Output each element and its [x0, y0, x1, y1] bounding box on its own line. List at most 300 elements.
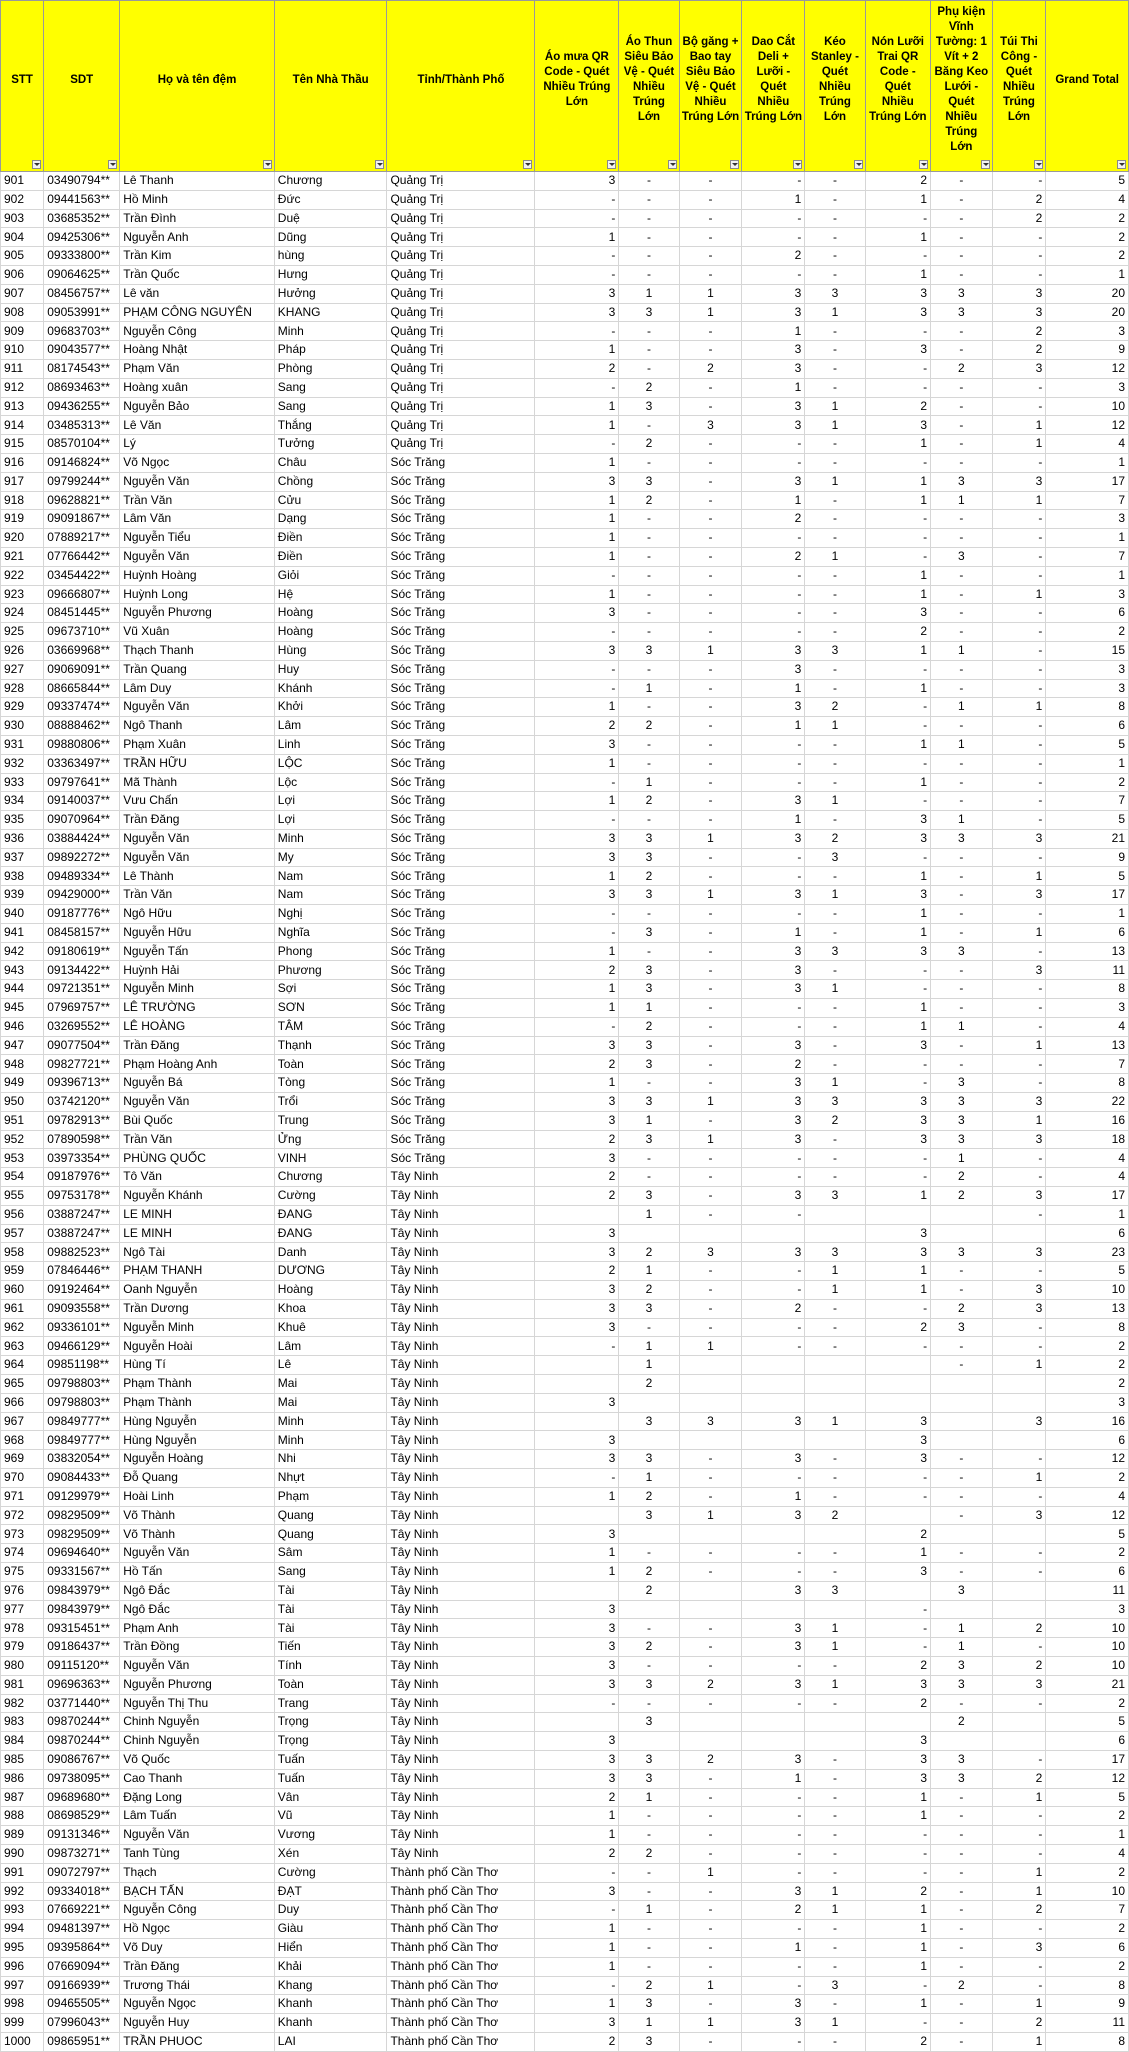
cell-ten-nha-thau[interactable]: Lợi	[274, 792, 387, 811]
cell-non-luoi-trai[interactable]: 2	[865, 2032, 931, 2051]
cell-ao-thun[interactable]: 1	[619, 1337, 679, 1356]
cell-phu-kien[interactable]	[931, 1525, 993, 1544]
cell-tinh-thanh-pho[interactable]: Sóc Trăng	[387, 641, 535, 660]
cell-sdt[interactable]: 09696363**	[44, 1675, 120, 1694]
cell-tui-thi-cong[interactable]: -	[992, 378, 1046, 397]
cell-tui-thi-cong[interactable]: -	[992, 754, 1046, 773]
cell-ho-ten-dem[interactable]: Thạch	[120, 1863, 275, 1882]
cell-grand-total[interactable]: 3	[1046, 660, 1129, 679]
cell-ao-mua[interactable]: 3	[535, 1619, 619, 1638]
cell-grand-total[interactable]: 7	[1046, 547, 1129, 566]
cell-keo-stanley[interactable]: -	[805, 1920, 865, 1939]
cell-sdt[interactable]: 09131346**	[44, 1826, 120, 1845]
cell-ho-ten-dem[interactable]: Lý	[120, 435, 275, 454]
cell-tinh-thanh-pho[interactable]: Quảng Trị	[387, 397, 535, 416]
cell-ho-ten-dem[interactable]: Võ Thành	[120, 1525, 275, 1544]
cell-phu-kien[interactable]: -	[931, 378, 993, 397]
cell-tinh-thanh-pho[interactable]: Quảng Trị	[387, 190, 535, 209]
cell-sdt[interactable]: 09798803**	[44, 1375, 120, 1394]
cell-ao-thun[interactable]	[619, 1431, 679, 1450]
cell-keo-stanley[interactable]: -	[805, 1450, 865, 1469]
cell-ho-ten-dem[interactable]: Hùng Nguyễn	[120, 1412, 275, 1431]
cell-sdt[interactable]: 08888462**	[44, 717, 120, 736]
cell-tinh-thanh-pho[interactable]: Tây Ninh	[387, 1431, 535, 1450]
cell-ten-nha-thau[interactable]: ĐANG	[274, 1224, 387, 1243]
cell-ao-mua[interactable]: -	[535, 1901, 619, 1920]
cell-dao-cat[interactable]: 1	[742, 190, 805, 209]
cell-dao-cat[interactable]: 3	[742, 1412, 805, 1431]
filter-dropdown-icon[interactable]	[607, 160, 616, 169]
cell-sdt[interactable]: 09192464**	[44, 1281, 120, 1300]
cell-tui-thi-cong[interactable]: -	[992, 942, 1046, 961]
cell-ao-mua[interactable]: 1	[535, 1920, 619, 1939]
cell-grand-total[interactable]: 13	[1046, 942, 1129, 961]
cell-ten-nha-thau[interactable]: Sang	[274, 1562, 387, 1581]
cell-dao-cat[interactable]: -	[742, 773, 805, 792]
cell-grand-total[interactable]: 3	[1046, 378, 1129, 397]
cell-grand-total[interactable]: 8	[1046, 1318, 1129, 1337]
cell-tinh-thanh-pho[interactable]: Sóc Trăng	[387, 1111, 535, 1130]
cell-stt[interactable]: 996	[1, 1957, 44, 1976]
cell-bo-gang[interactable]: 1	[679, 829, 742, 848]
cell-tinh-thanh-pho[interactable]: Tây Ninh	[387, 1675, 535, 1694]
cell-sdt[interactable]: 09140037**	[44, 792, 120, 811]
cell-phu-kien[interactable]	[931, 1412, 993, 1431]
cell-ten-nha-thau[interactable]: ĐANG	[274, 1205, 387, 1224]
cell-keo-stanley[interactable]	[805, 1431, 865, 1450]
cell-ao-mua[interactable]: 3	[535, 1224, 619, 1243]
cell-ho-ten-dem[interactable]: Nguyễn Văn	[120, 1826, 275, 1845]
cell-tinh-thanh-pho[interactable]: Sóc Trăng	[387, 754, 535, 773]
cell-phu-kien[interactable]: 3	[931, 1675, 993, 1694]
cell-dao-cat[interactable]: -	[742, 566, 805, 585]
cell-keo-stanley[interactable]: -	[805, 1750, 865, 1769]
cell-dao-cat[interactable]: -	[742, 1920, 805, 1939]
cell-tinh-thanh-pho[interactable]: Tây Ninh	[387, 1600, 535, 1619]
cell-grand-total[interactable]: 12	[1046, 1769, 1129, 1788]
cell-dao-cat[interactable]: 3	[742, 1074, 805, 1093]
cell-tinh-thanh-pho[interactable]: Sóc Trăng	[387, 923, 535, 942]
cell-tinh-thanh-pho[interactable]: Sóc Trăng	[387, 848, 535, 867]
cell-tui-thi-cong[interactable]: -	[992, 811, 1046, 830]
cell-bo-gang[interactable]: 1	[679, 641, 742, 660]
cell-keo-stanley[interactable]: -	[805, 1017, 865, 1036]
cell-keo-stanley[interactable]: 1	[805, 717, 865, 736]
cell-sdt[interactable]: 09166939**	[44, 1976, 120, 1995]
cell-ao-thun[interactable]: 3	[619, 886, 679, 905]
cell-ten-nha-thau[interactable]: Giỏi	[274, 566, 387, 585]
cell-phu-kien[interactable]: 3	[931, 1243, 993, 1262]
cell-ao-mua[interactable]: 3	[535, 1036, 619, 1055]
cell-ten-nha-thau[interactable]: Hùng	[274, 641, 387, 660]
cell-sdt[interactable]: 07766442**	[44, 547, 120, 566]
cell-stt[interactable]: 926	[1, 641, 44, 660]
cell-bo-gang[interactable]: -	[679, 228, 742, 247]
cell-bo-gang[interactable]: -	[679, 566, 742, 585]
cell-ho-ten-dem[interactable]: Đặng Long	[120, 1788, 275, 1807]
cell-ao-thun[interactable]: 3	[619, 397, 679, 416]
cell-non-luoi-trai[interactable]: 3	[865, 1732, 931, 1751]
cell-stt[interactable]: 985	[1, 1750, 44, 1769]
cell-ho-ten-dem[interactable]: Lê Văn	[120, 416, 275, 435]
cell-ten-nha-thau[interactable]: Trung	[274, 1111, 387, 1130]
cell-ao-thun[interactable]: -	[619, 322, 679, 341]
cell-ten-nha-thau[interactable]: Khoa	[274, 1299, 387, 1318]
cell-stt[interactable]: 998	[1, 1995, 44, 2014]
cell-ao-thun[interactable]: 3	[619, 1713, 679, 1732]
cell-grand-total[interactable]: 11	[1046, 1581, 1129, 1600]
cell-tui-thi-cong[interactable]: -	[992, 1262, 1046, 1281]
cell-ten-nha-thau[interactable]: Trọng	[274, 1713, 387, 1732]
cell-tinh-thanh-pho[interactable]: Sóc Trăng	[387, 773, 535, 792]
cell-phu-kien[interactable]: 1	[931, 1017, 993, 1036]
cell-dao-cat[interactable]: -	[742, 1149, 805, 1168]
cell-tinh-thanh-pho[interactable]: Sóc Trăng	[387, 1093, 535, 1112]
cell-tui-thi-cong[interactable]: 3	[992, 1938, 1046, 1957]
cell-ho-ten-dem[interactable]: Võ Thành	[120, 1506, 275, 1525]
cell-ten-nha-thau[interactable]: Thắng	[274, 416, 387, 435]
cell-sdt[interactable]: 09146824**	[44, 453, 120, 472]
cell-stt[interactable]: 930	[1, 717, 44, 736]
cell-tinh-thanh-pho[interactable]: Sóc Trăng	[387, 547, 535, 566]
cell-ho-ten-dem[interactable]: Nguyễn Ngọc	[120, 1995, 275, 2014]
cell-ao-thun[interactable]: -	[619, 341, 679, 360]
cell-stt[interactable]: 920	[1, 529, 44, 548]
cell-tui-thi-cong[interactable]: -	[992, 1807, 1046, 1826]
cell-ao-mua[interactable]: 2	[535, 1168, 619, 1187]
cell-tui-thi-cong[interactable]: 1	[992, 585, 1046, 604]
cell-bo-gang[interactable]: -	[679, 265, 742, 284]
cell-dao-cat[interactable]: -	[742, 585, 805, 604]
cell-ho-ten-dem[interactable]: Ngô Đắc	[120, 1581, 275, 1600]
cell-grand-total[interactable]: 13	[1046, 1299, 1129, 1318]
cell-ho-ten-dem[interactable]: Ngô Thanh	[120, 717, 275, 736]
cell-ao-mua[interactable]: 1	[535, 754, 619, 773]
cell-ao-thun[interactable]: 3	[619, 1769, 679, 1788]
cell-ten-nha-thau[interactable]: Hoàng	[274, 1281, 387, 1300]
cell-ho-ten-dem[interactable]: Đỗ Quang	[120, 1468, 275, 1487]
cell-ten-nha-thau[interactable]: Minh	[274, 322, 387, 341]
cell-ho-ten-dem[interactable]: Trần Văn	[120, 886, 275, 905]
cell-ao-thun[interactable]: 2	[619, 491, 679, 510]
cell-grand-total[interactable]: 5	[1046, 1788, 1129, 1807]
cell-keo-stanley[interactable]: -	[805, 1844, 865, 1863]
cell-ao-mua[interactable]: 3	[535, 1243, 619, 1262]
cell-grand-total[interactable]: 4	[1046, 1017, 1129, 1036]
cell-bo-gang[interactable]: -	[679, 905, 742, 924]
cell-ho-ten-dem[interactable]: Hùng Tí	[120, 1356, 275, 1375]
cell-grand-total[interactable]: 9	[1046, 848, 1129, 867]
cell-ten-nha-thau[interactable]: Khải	[274, 1957, 387, 1976]
cell-dao-cat[interactable]: 1	[742, 378, 805, 397]
cell-bo-gang[interactable]	[679, 1732, 742, 1751]
cell-keo-stanley[interactable]: -	[805, 905, 865, 924]
cell-bo-gang[interactable]: -	[679, 1901, 742, 1920]
cell-non-luoi-trai[interactable]: 3	[865, 811, 931, 830]
cell-stt[interactable]: 986	[1, 1769, 44, 1788]
cell-keo-stanley[interactable]: -	[805, 604, 865, 623]
cell-sdt[interactable]: 09843979**	[44, 1600, 120, 1619]
cell-tui-thi-cong[interactable]: -	[992, 566, 1046, 585]
cell-tinh-thanh-pho[interactable]: Tây Ninh	[387, 1581, 535, 1600]
cell-tui-thi-cong[interactable]: 3	[992, 1299, 1046, 1318]
cell-tui-thi-cong[interactable]: 1	[992, 867, 1046, 886]
cell-non-luoi-trai[interactable]: 1	[865, 1901, 931, 1920]
cell-non-luoi-trai[interactable]: 2	[865, 1525, 931, 1544]
cell-keo-stanley[interactable]: -	[805, 999, 865, 1018]
cell-tui-thi-cong[interactable]: -	[992, 1487, 1046, 1506]
cell-non-luoi-trai[interactable]: -	[865, 510, 931, 529]
cell-grand-total[interactable]: 6	[1046, 1938, 1129, 1957]
cell-tui-thi-cong[interactable]: 1	[992, 923, 1046, 942]
cell-ten-nha-thau[interactable]: My	[274, 848, 387, 867]
cell-ao-mua[interactable]: 2	[535, 1130, 619, 1149]
cell-non-luoi-trai[interactable]: -	[865, 1299, 931, 1318]
cell-ten-nha-thau[interactable]: Tiến	[274, 1638, 387, 1657]
cell-tinh-thanh-pho[interactable]: Sóc Trăng	[387, 1074, 535, 1093]
cell-ao-mua[interactable]: 3	[535, 1393, 619, 1412]
cell-stt[interactable]: 954	[1, 1168, 44, 1187]
cell-ao-thun[interactable]: -	[619, 905, 679, 924]
cell-ho-ten-dem[interactable]: Nguyễn Bảo	[120, 397, 275, 416]
cell-grand-total[interactable]: 5	[1046, 1713, 1129, 1732]
cell-non-luoi-trai[interactable]: -	[865, 698, 931, 717]
cell-sdt[interactable]: 09333800**	[44, 247, 120, 266]
cell-ao-thun[interactable]	[619, 1525, 679, 1544]
cell-non-luoi-trai[interactable]: 3	[865, 886, 931, 905]
cell-phu-kien[interactable]: -	[931, 566, 993, 585]
cell-keo-stanley[interactable]: 2	[805, 829, 865, 848]
cell-tinh-thanh-pho[interactable]: Tây Ninh	[387, 1487, 535, 1506]
cell-stt[interactable]: 956	[1, 1205, 44, 1224]
cell-ten-nha-thau[interactable]: Khánh	[274, 679, 387, 698]
cell-non-luoi-trai[interactable]: -	[865, 529, 931, 548]
cell-dao-cat[interactable]: 2	[742, 1055, 805, 1074]
cell-stt[interactable]: 902	[1, 190, 44, 209]
cell-non-luoi-trai[interactable]: -	[865, 1600, 931, 1619]
cell-keo-stanley[interactable]: -	[805, 1337, 865, 1356]
cell-ao-mua[interactable]	[535, 1581, 619, 1600]
cell-ao-mua[interactable]: 1	[535, 453, 619, 472]
cell-grand-total[interactable]: 13	[1046, 1036, 1129, 1055]
cell-ho-ten-dem[interactable]: Trần Quang	[120, 660, 275, 679]
cell-bo-gang[interactable]: -	[679, 1487, 742, 1506]
cell-sdt[interactable]: 09429000**	[44, 886, 120, 905]
cell-grand-total[interactable]: 2	[1046, 1957, 1129, 1976]
cell-phu-kien[interactable]	[931, 1205, 993, 1224]
cell-ten-nha-thau[interactable]: Toàn	[274, 1055, 387, 1074]
cell-grand-total[interactable]: 16	[1046, 1412, 1129, 1431]
cell-ao-mua[interactable]: -	[535, 1017, 619, 1036]
cell-ten-nha-thau[interactable]: Hệ	[274, 585, 387, 604]
cell-tui-thi-cong[interactable]: -	[992, 265, 1046, 284]
cell-tui-thi-cong[interactable]: 3	[992, 886, 1046, 905]
cell-bo-gang[interactable]	[679, 1713, 742, 1732]
cell-ao-mua[interactable]: -	[535, 1337, 619, 1356]
cell-ao-mua[interactable]	[535, 1356, 619, 1375]
cell-ao-mua[interactable]: 2	[535, 1788, 619, 1807]
cell-dao-cat[interactable]: -	[742, 754, 805, 773]
cell-ao-thun[interactable]	[619, 1224, 679, 1243]
cell-bo-gang[interactable]: -	[679, 172, 742, 191]
cell-ho-ten-dem[interactable]: Vũ Xuân	[120, 623, 275, 642]
cell-tinh-thanh-pho[interactable]: Sóc Trăng	[387, 623, 535, 642]
cell-ho-ten-dem[interactable]: Trần Dương	[120, 1299, 275, 1318]
cell-non-luoi-trai[interactable]: -	[865, 247, 931, 266]
cell-ho-ten-dem[interactable]: Tô Văn	[120, 1168, 275, 1187]
cell-ao-thun[interactable]: 3	[619, 1412, 679, 1431]
cell-keo-stanley[interactable]: 1	[805, 303, 865, 322]
cell-non-luoi-trai[interactable]: -	[865, 1055, 931, 1074]
cell-keo-stanley[interactable]: -	[805, 735, 865, 754]
cell-ho-ten-dem[interactable]: Trần Văn	[120, 491, 275, 510]
cell-ten-nha-thau[interactable]: Hoàng	[274, 623, 387, 642]
cell-sdt[interactable]: 09797641**	[44, 773, 120, 792]
cell-phu-kien[interactable]: -	[931, 1487, 993, 1506]
cell-ao-mua[interactable]: -	[535, 679, 619, 698]
cell-ten-nha-thau[interactable]: Tuấn	[274, 1769, 387, 1788]
cell-stt[interactable]: 951	[1, 1111, 44, 1130]
cell-tinh-thanh-pho[interactable]: Tây Ninh	[387, 1619, 535, 1638]
cell-tui-thi-cong[interactable]	[992, 1431, 1046, 1450]
cell-dao-cat[interactable]	[742, 1224, 805, 1243]
cell-ao-mua[interactable]: 1	[535, 980, 619, 999]
cell-grand-total[interactable]: 1	[1046, 1826, 1129, 1845]
cell-ho-ten-dem[interactable]: Lê văn	[120, 284, 275, 303]
cell-keo-stanley[interactable]: -	[805, 453, 865, 472]
cell-ten-nha-thau[interactable]: Dạng	[274, 510, 387, 529]
cell-phu-kien[interactable]	[931, 1393, 993, 1412]
cell-ten-nha-thau[interactable]: Trọng	[274, 1732, 387, 1751]
cell-keo-stanley[interactable]: -	[805, 1957, 865, 1976]
cell-phu-kien[interactable]: -	[931, 209, 993, 228]
cell-ho-ten-dem[interactable]: PHÙNG QUỐC	[120, 1149, 275, 1168]
cell-sdt[interactable]: 08458157**	[44, 923, 120, 942]
cell-ten-nha-thau[interactable]: Duy	[274, 1901, 387, 1920]
cell-ho-ten-dem[interactable]: Nguyễn Phương	[120, 1675, 275, 1694]
cell-non-luoi-trai[interactable]: 1	[865, 1544, 931, 1563]
cell-ao-thun[interactable]: -	[619, 1074, 679, 1093]
cell-tinh-thanh-pho[interactable]: Thành phố Cần Thơ	[387, 1976, 535, 1995]
cell-ten-nha-thau[interactable]: Linh	[274, 735, 387, 754]
cell-grand-total[interactable]: 2	[1046, 228, 1129, 247]
cell-stt[interactable]: 990	[1, 1844, 44, 1863]
cell-phu-kien[interactable]: 3	[931, 1074, 993, 1093]
cell-phu-kien[interactable]: 1	[931, 735, 993, 754]
cell-keo-stanley[interactable]: -	[805, 209, 865, 228]
cell-ho-ten-dem[interactable]: Trần Văn	[120, 1130, 275, 1149]
cell-non-luoi-trai[interactable]: 1	[865, 679, 931, 698]
cell-ao-mua[interactable]: 1	[535, 585, 619, 604]
cell-tinh-thanh-pho[interactable]: Tây Ninh	[387, 1450, 535, 1469]
cell-bo-gang[interactable]: -	[679, 1299, 742, 1318]
cell-stt[interactable]: 994	[1, 1920, 44, 1939]
cell-tui-thi-cong[interactable]	[992, 1581, 1046, 1600]
cell-tinh-thanh-pho[interactable]: Thành phố Cần Thơ	[387, 1863, 535, 1882]
filter-dropdown-icon[interactable]	[263, 160, 272, 169]
cell-stt[interactable]: 964	[1, 1356, 44, 1375]
cell-ten-nha-thau[interactable]: Lê	[274, 1356, 387, 1375]
cell-tui-thi-cong[interactable]: 3	[992, 829, 1046, 848]
cell-tinh-thanh-pho[interactable]: Sóc Trăng	[387, 999, 535, 1018]
cell-keo-stanley[interactable]: -	[805, 247, 865, 266]
cell-tinh-thanh-pho[interactable]: Quảng Trị	[387, 303, 535, 322]
cell-stt[interactable]: 944	[1, 980, 44, 999]
cell-tui-thi-cong[interactable]: -	[992, 547, 1046, 566]
cell-bo-gang[interactable]: 3	[679, 1243, 742, 1262]
filter-dropdown-icon[interactable]	[523, 160, 532, 169]
cell-tinh-thanh-pho[interactable]: Tây Ninh	[387, 1694, 535, 1713]
cell-stt[interactable]: 933	[1, 773, 44, 792]
cell-bo-gang[interactable]: 1	[679, 1863, 742, 1882]
cell-keo-stanley[interactable]: -	[805, 529, 865, 548]
cell-tinh-thanh-pho[interactable]: Quảng Trị	[387, 172, 535, 191]
cell-keo-stanley[interactable]: -	[805, 1769, 865, 1788]
cell-stt[interactable]: 922	[1, 566, 44, 585]
cell-ao-thun[interactable]: -	[619, 547, 679, 566]
cell-tinh-thanh-pho[interactable]: Sóc Trăng	[387, 660, 535, 679]
cell-bo-gang[interactable]: -	[679, 867, 742, 886]
cell-ao-mua[interactable]: 2	[535, 961, 619, 980]
cell-ten-nha-thau[interactable]: Sâm	[274, 1544, 387, 1563]
cell-tui-thi-cong[interactable]: -	[992, 679, 1046, 698]
cell-ten-nha-thau[interactable]: Đức	[274, 190, 387, 209]
cell-dao-cat[interactable]: 3	[742, 1093, 805, 1112]
cell-dao-cat[interactable]: -	[742, 1262, 805, 1281]
cell-phu-kien[interactable]: -	[931, 1262, 993, 1281]
cell-keo-stanley[interactable]: -	[805, 378, 865, 397]
cell-dao-cat[interactable]: 3	[742, 1995, 805, 2014]
cell-phu-kien[interactable]: -	[931, 228, 993, 247]
cell-sdt[interactable]: 09093558**	[44, 1299, 120, 1318]
cell-ho-ten-dem[interactable]: Nguyễn Hữu	[120, 923, 275, 942]
cell-ao-thun[interactable]: 3	[619, 1130, 679, 1149]
cell-tui-thi-cong[interactable]: 2	[992, 1901, 1046, 1920]
cell-grand-total[interactable]: 1	[1046, 453, 1129, 472]
cell-keo-stanley[interactable]: -	[805, 867, 865, 886]
cell-grand-total[interactable]: 5	[1046, 172, 1129, 191]
cell-phu-kien[interactable]: -	[931, 1036, 993, 1055]
cell-non-luoi-trai[interactable]: 3	[865, 341, 931, 360]
cell-dao-cat[interactable]: -	[742, 1656, 805, 1675]
cell-phu-kien[interactable]: 3	[931, 942, 993, 961]
cell-tui-thi-cong[interactable]: 2	[992, 209, 1046, 228]
cell-tinh-thanh-pho[interactable]: Quảng Trị	[387, 209, 535, 228]
cell-grand-total[interactable]: 12	[1046, 1450, 1129, 1469]
cell-ao-mua[interactable]: 3	[535, 886, 619, 905]
cell-bo-gang[interactable]: 3	[679, 416, 742, 435]
cell-keo-stanley[interactable]: -	[805, 265, 865, 284]
cell-phu-kien[interactable]: -	[931, 980, 993, 999]
cell-ten-nha-thau[interactable]: Danh	[274, 1243, 387, 1262]
cell-ao-mua[interactable]: 1	[535, 999, 619, 1018]
cell-non-luoi-trai[interactable]: 3	[865, 604, 931, 623]
cell-sdt[interactable]: 09180619**	[44, 942, 120, 961]
cell-keo-stanley[interactable]: -	[805, 172, 865, 191]
cell-grand-total[interactable]: 3	[1046, 679, 1129, 698]
cell-non-luoi-trai[interactable]: -	[865, 1168, 931, 1187]
cell-ten-nha-thau[interactable]: Mai	[274, 1393, 387, 1412]
cell-bo-gang[interactable]: -	[679, 1205, 742, 1224]
cell-phu-kien[interactable]: -	[931, 1694, 993, 1713]
cell-sdt[interactable]: 09084433**	[44, 1468, 120, 1487]
cell-stt[interactable]: 971	[1, 1487, 44, 1506]
cell-phu-kien[interactable]: -	[931, 265, 993, 284]
cell-grand-total[interactable]: 10	[1046, 1638, 1129, 1657]
cell-dao-cat[interactable]: 3	[742, 1187, 805, 1206]
cell-dao-cat[interactable]: 3	[742, 1243, 805, 1262]
cell-grand-total[interactable]: 16	[1046, 1111, 1129, 1130]
